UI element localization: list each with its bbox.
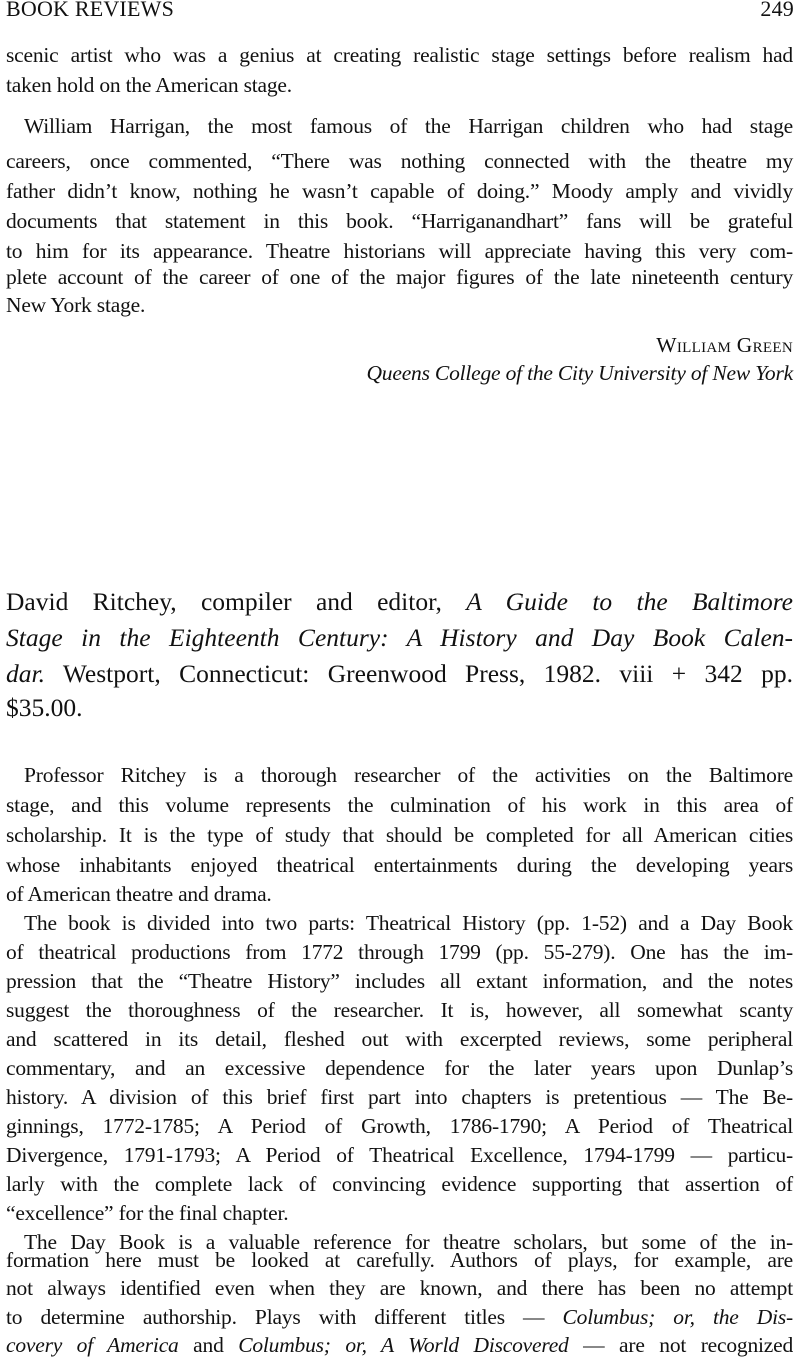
text-line: to him for its appearance. Theatre historians will appreciate having this very com- [6,239,793,263]
text-line: taken hold on the American stage. [6,73,292,97]
citation-publisher: Westport, Connecticut: Greenwood Press, 1982. viii + 342 pp. [44,659,793,688]
text-line: stage, and this volume represents the culmination of his work in this area of [6,793,793,817]
text-span: and [178,1333,239,1357]
italic-title: Columbus; or, the Dis- [562,1305,794,1329]
reviewer-name: William Green [656,333,793,357]
text-line: of theatrical productions from 1772 through 1799 (pp. 55-279). One has the im- [6,940,793,964]
text-line: history. A division of this brief first part into chapters is pretentious — The Be- [6,1085,793,1109]
text-line: The Day Book is a valuable reference for theatre scholars, but some of the in- [24,1230,793,1254]
text-line: “excellence” for the final chapter. [6,1201,289,1225]
text-line: pression that the “Theatre History” includes all extant information, and the notes [6,969,793,993]
citation-line-1 [6,584,793,620]
text-line: documents that statement in this book. “Harriganandhart” fans will be grateful [6,209,793,233]
text-line: whose inhabitants enjoyed theatrical entertainments during the developing years [6,853,793,877]
text-line: formation here must be looked at carefully. Authors of plays, for example, are [6,1248,793,1272]
page-number: 249 [760,0,794,21]
text-line: ginnings, 1772-1785; A Period of Growth, 1786-1790; A Period of Theatrical [6,1114,793,1138]
citation-title-part-2: Stage in the Eighteenth Century: A History and Day Book Calen- [6,623,793,652]
text-line: and scattered in its detail, fleshed out with excerpted reviews, some peripheral [6,1027,793,1051]
text-line: larly with the complete lack of convincing evidence supporting that assertion of [6,1172,793,1196]
italic-title: covery of America [6,1333,179,1357]
text-line: commentary, and an excessive dependence for the later years upon Dunlap’s [6,1056,793,1080]
text-line [6,1302,793,1332]
running-header [6,0,794,24]
text-line [6,1330,793,1360]
text-line: plete account of the career of one of the major figures of the late nineteenth century [6,265,793,289]
text-line: of American theatre and drama. [6,882,272,906]
text-span: to determine authorship. Plays with different titles — [6,1305,563,1329]
italic-title: Columbus; or, A World Discovered [238,1333,569,1357]
text-span: — are not recognized [568,1333,794,1357]
text-line: scenic artist who was a genius at creating realistic stage settings before realism had [6,43,793,67]
reviewer-affiliation: Queens College of the City University of New York [366,361,793,385]
citation-author: David Ritchey, compiler and editor, [6,587,442,616]
text-line: careers, once commented, “There was nothing connected with the theatre my [6,149,793,173]
text-line: Divergence, 1791-1793; A Period of Theatrical Excellence, 1794-1799 — particu- [6,1143,793,1167]
text-line: The book is divided into two parts: Theatrical History (pp. 1-52) and a Day Book [24,911,793,935]
citation-line-3 [6,656,793,692]
text-line: scholarship. It is the type of study that should be completed for all American cities [6,823,793,847]
text-line: not always identified even when they are known, and there has been no attempt [6,1276,793,1300]
running-title: BOOK REVIEWS [6,0,175,21]
citation-title-part-1: A Guide to the Baltimore [466,587,793,616]
text-line: suggest the thoroughness of the researcher. It is, however, all somewhat scanty [6,998,793,1022]
citation-price: $35.00. [6,693,83,722]
text-line: New York stage. [6,293,146,317]
text-line: father didn’t know, nothing he wasn’t capable of doing.” Moody amply and vividly [6,179,793,203]
text-line: Professor Ritchey is a thorough researcher of the activities on the Baltimore [24,763,793,787]
citation-title-part-3: dar. [6,659,45,688]
text-line: William Harrigan, the most famous of the Harrigan children who had stage [24,114,793,138]
